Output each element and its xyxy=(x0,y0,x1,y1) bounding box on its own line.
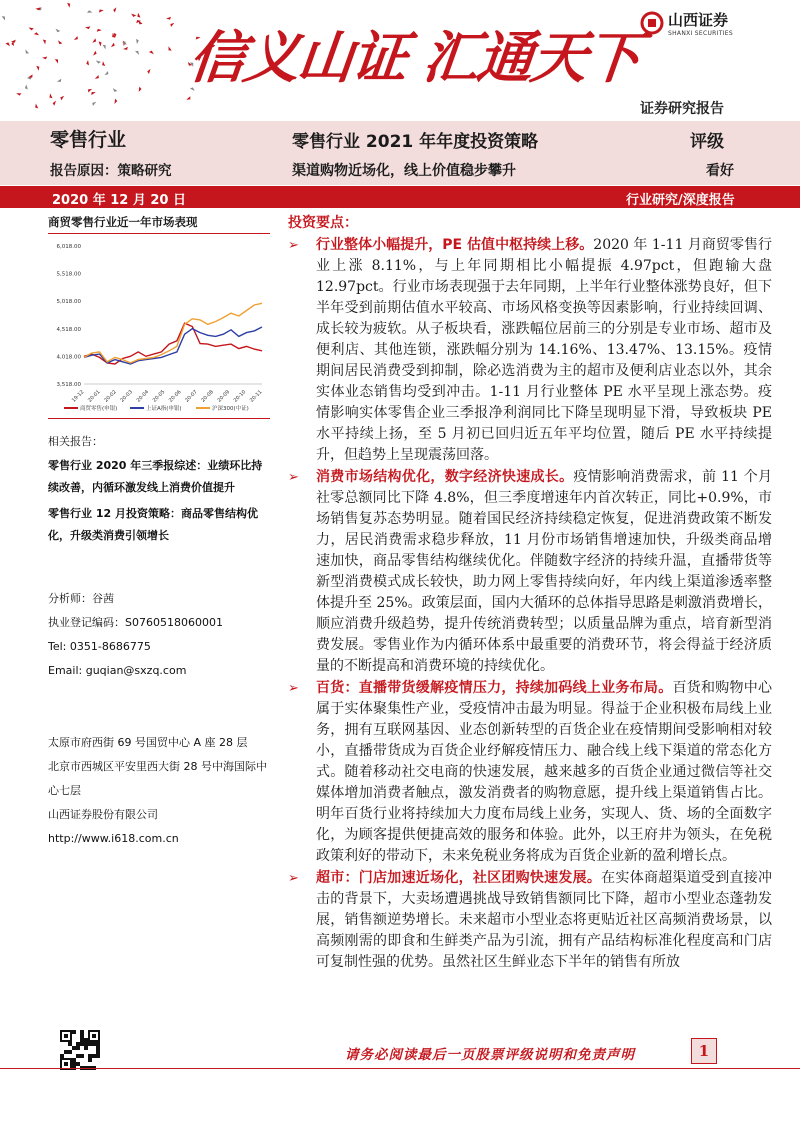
qr-module xyxy=(80,1038,84,1042)
report-title: 零售行业 2021 年年度投资策略 xyxy=(292,132,539,152)
confetti-piece xyxy=(170,22,176,27)
x-tick-label: 20-04 xyxy=(135,389,151,404)
confetti-piece xyxy=(42,56,47,60)
series-line-1 xyxy=(84,323,262,364)
divider xyxy=(48,418,270,419)
confetti-piece xyxy=(43,39,46,44)
confetti-piece xyxy=(99,9,104,12)
analyst-name: 分析师：谷茜 xyxy=(48,592,114,605)
confetti-piece xyxy=(35,103,39,108)
confetti-piece xyxy=(57,39,62,45)
confetti-piece xyxy=(91,101,97,106)
key-point-text: 在实体商超渠道受到直接冲击的背景下，大卖场遭遇挑战导致销售额同比下降，超市小型业态蓬勃发展，销售额逆势增长。未来超市小型业态将更贴近社区高频消费场景，以高频刚需的即食和生鲜类产品为引流，拥有产品结构标准化程度高和门店可复制性强的优势。虽然社区生鲜业态下半年的销售有所放 xyxy=(316,870,773,970)
confetti-piece xyxy=(36,66,39,71)
y-tick-label: 4,518.00 xyxy=(56,326,81,333)
qr-module xyxy=(72,1030,76,1034)
confetti-piece xyxy=(85,25,90,29)
confetti-piece xyxy=(25,84,28,89)
confetti-piece xyxy=(137,19,142,25)
chart-title: 商贸零售行业近一年市场表现 xyxy=(48,214,270,234)
y-tick-label: 3,518.00 xyxy=(56,382,81,388)
address-taiyuan: 太原市府西街 69 号国贸中心 A 座 28 层 xyxy=(48,736,248,749)
company-logo xyxy=(640,8,733,38)
qr-module xyxy=(92,1054,96,1058)
slogan: 信义山证 汇通天下 xyxy=(186,25,643,91)
confetti-piece xyxy=(112,87,117,93)
arrow-bullet-icon: ➢ xyxy=(288,871,299,886)
confetti-piece xyxy=(60,95,66,100)
main-content xyxy=(288,212,772,974)
arrow-bullet-icon: ➢ xyxy=(288,238,299,253)
confetti-piece xyxy=(34,32,40,37)
confetti-piece xyxy=(166,17,171,20)
confetti-piece xyxy=(67,3,70,8)
qr-code-icon xyxy=(60,1030,100,1070)
qr-module xyxy=(84,1042,88,1046)
x-tick-label: 20-06 xyxy=(167,389,183,404)
report-category: 行业研究/深度报告 xyxy=(626,193,735,208)
qr-module xyxy=(84,1046,88,1050)
qr-module xyxy=(80,1054,84,1058)
related-reports-heading: 相关报告： xyxy=(48,435,103,448)
key-points-heading: 投资要点： xyxy=(288,215,358,231)
page-number: 1 xyxy=(691,1038,717,1064)
qr-module xyxy=(68,1042,72,1046)
address-beijing: 北京市西城区平安里西大街 28 号中海国际中心七层 xyxy=(48,760,267,797)
series-line-2 xyxy=(84,327,262,364)
confetti-piece xyxy=(110,43,116,48)
x-tick-label: 20-09 xyxy=(216,389,232,404)
date-bar xyxy=(0,186,800,208)
y-tick-label: 5,518.00 xyxy=(56,271,81,278)
confetti-piece xyxy=(2,15,6,21)
y-tick-label: 4,018.00 xyxy=(56,354,81,361)
logo-cn: 山西证券 xyxy=(668,11,729,29)
confetti-piece xyxy=(168,46,172,52)
confetti-piece xyxy=(87,88,93,93)
arrow-bullet-icon: ➢ xyxy=(288,681,299,696)
disclaimer-note: 请务必阅读最后一页股票评级说明和免责声明 xyxy=(345,1047,635,1063)
qr-module xyxy=(76,1046,80,1050)
y-tick-label: 6,018.00 xyxy=(56,244,81,250)
key-point-text: 百货和购物中心属于实体聚集性产业，受疫情冲击最为明显。得益于企业积极布局线上业务，拥有互联网基因、业态创新转型的百货企业在疫情期间受影响相对较小，直播带货成为百货企业纾解疫情压力、融合线上线下渠道的常态化方式。随着移动社交电商的快速发展，越来越多的百货企业通过微信等社交媒体增加消费者触点，激发消费者的购物意愿，提升线上渠道销售占比。明年百货行业将持续加大力度布局线上业务，实现人、货、场的全面数字化，为顾客提供便捷高效的服务和体验。此外，以王府井为领头，在免税政策利好的带动下，未来免税业务将成为百货企业新的盈利增长点。 xyxy=(316,680,773,864)
x-tick-label: 20-01 xyxy=(87,389,102,404)
key-point-text: 2020 年 1-11 月商贸零售行业上涨 8.11%，与上年同期相比小幅提振 4.97pct，但跑输大盘 12.97pct。行业市场表现强于去年同期，上半年行业整体涨势良好，但下半年受到前期估值水平较高、市场风格变换等因素影响，行业持续回调、成长较为疲软。从子板块看，涨跌幅位居前三的分别是专业市场、超市及便利店、其他连锁，涨跌幅分别为 14.16%、13.47%、13.15%。疫情期间居民消费受到抑制，除必选消费为主的超市及便利店业态以外，其余实体业态销售均受到冲击。1-11 月行业整体 PE 水平呈现上涨态势。疫情影响实体零售企业三季报净利润同比下降呈现明显下滑，导致板块 PE 水平持续上扬，至 5 月初已回归近五年平均位置，随后 PE 水平持续提升，但趋势上呈现震荡回落。 xyxy=(316,237,772,463)
industry-name: 零售行业 xyxy=(50,129,127,151)
report-reason: 报告原因：策略研究 xyxy=(50,163,172,179)
confetti-piece xyxy=(55,27,61,33)
qr-module xyxy=(96,1050,100,1054)
confetti-piece xyxy=(5,42,10,48)
header-banner xyxy=(0,0,800,120)
x-tick-label: 20-10 xyxy=(232,389,248,404)
qr-module xyxy=(76,1062,80,1066)
key-point-4 xyxy=(288,868,772,973)
analyst-email[interactable]: Email: guqian@sxzq.com xyxy=(48,664,187,677)
x-tick-label: 20-05 xyxy=(151,389,167,404)
key-point-3 xyxy=(288,678,772,867)
confetti-piece xyxy=(103,44,107,49)
confetti-piece xyxy=(98,41,101,46)
market-performance-chart xyxy=(48,236,270,416)
confetti-piece xyxy=(186,96,192,100)
qr-module xyxy=(60,1054,64,1058)
confetti-piece xyxy=(91,91,96,95)
confetti-piece xyxy=(137,12,140,17)
qr-module xyxy=(80,1042,84,1046)
qr-module xyxy=(80,1030,84,1034)
company-name: 山西证券股份有限公司 xyxy=(48,808,158,821)
confetti-piece xyxy=(102,61,105,66)
confetti-piece xyxy=(113,99,118,105)
qr-module xyxy=(88,1058,92,1062)
key-point-highlight: 超市：门店加速近场化，社区团购快速发展。 xyxy=(316,870,602,886)
confetti-piece xyxy=(28,26,34,31)
arrow-bullet-icon: ➢ xyxy=(288,470,299,485)
qr-module xyxy=(76,1042,80,1046)
confetti-piece xyxy=(137,87,142,93)
key-point-2 xyxy=(288,467,772,677)
qr-module xyxy=(76,1054,80,1058)
confetti-piece xyxy=(24,49,29,55)
footer-rule xyxy=(0,1068,800,1069)
x-tick-label: 20-08 xyxy=(200,389,215,404)
license-number: 执业登记编码：S0760518060001 xyxy=(48,616,223,629)
key-point-1 xyxy=(288,235,772,466)
qr-module xyxy=(96,1046,100,1050)
x-tick-label: 20-11 xyxy=(248,389,264,404)
confetti-piece xyxy=(73,36,79,41)
key-point-highlight: 百货：直播带货缓解疫情压力，持续加码线上业务布局。 xyxy=(316,680,673,696)
qr-module xyxy=(72,1046,76,1050)
confetti-piece xyxy=(95,59,101,64)
report-subtitle: 渠道购物近场化，线上价值稳步攀升 xyxy=(292,163,516,179)
confetti-piece xyxy=(91,38,97,43)
confetti-piece xyxy=(113,7,118,13)
related-report-2[interactable]: 零售行业 12 月投资策略：商品零售结构优化，升级类消费引领增长 xyxy=(48,507,258,542)
qr-module xyxy=(96,1054,100,1058)
legend-label: 沪深300(中证) xyxy=(212,406,249,412)
y-tick-label: 5,018.00 xyxy=(56,299,81,306)
report-header xyxy=(0,121,800,185)
qr-module xyxy=(80,1034,84,1038)
confetti-piece xyxy=(103,71,109,76)
qr-module xyxy=(72,1058,76,1062)
x-tick-label: 20-07 xyxy=(184,389,199,404)
confetti-piece xyxy=(92,51,98,57)
confetti-piece xyxy=(149,50,155,56)
x-tick-label: 20-03 xyxy=(119,389,134,404)
rating-label: 评级 xyxy=(690,132,724,152)
qr-module xyxy=(96,1042,100,1046)
confetti-piece xyxy=(86,60,90,65)
confetti-piece xyxy=(123,47,128,50)
legend-label: 商贸零售(申银) xyxy=(80,406,118,412)
x-tick-label: 20-02 xyxy=(103,389,118,404)
legend-label: 上证A指(申银) xyxy=(146,406,182,412)
confetti-piece xyxy=(55,58,59,64)
left-sidebar xyxy=(48,214,270,851)
related-report-1[interactable]: 零售行业 2020 年三季报综述：业绩环比持续改善，内循环激发线上消费价值提升 xyxy=(48,459,263,494)
qr-finder-core xyxy=(64,1062,68,1066)
logo-en: SHANXI SECURITIES xyxy=(668,30,733,37)
qr-module xyxy=(64,1050,68,1054)
confetti-piece xyxy=(56,79,61,83)
confetti-piece xyxy=(147,68,152,74)
confetti-piece xyxy=(49,93,52,98)
confetti-piece xyxy=(135,39,139,45)
x-tick-label: 19-12 xyxy=(70,389,86,404)
key-point-highlight: 行业整体小幅提升，PE 估值中枢持续上移。 xyxy=(316,237,594,253)
qr-finder-core xyxy=(92,1034,96,1038)
qr-finder-core xyxy=(64,1034,68,1038)
qr-module xyxy=(68,1050,72,1054)
confetti-decoration xyxy=(0,0,220,120)
logo-icon xyxy=(640,11,664,35)
qr-module xyxy=(88,1054,92,1058)
confetti-piece xyxy=(130,12,136,17)
key-point-text: 疫情影响消费需求，前 11 个月社零总额同比下降 4.8%，但三季度增速年内首次转正，同比+0.9%，市场销售复苏态势明显。随着国民经济持续稳定恢复，促进消费政策不断发力，居民消费需求稳步释放，11 月份市场销售增速加快，升级类商品增速加快，商品零售结构继续优化。伴随数字经济的持续升温，直播带货等新型消费模式成长较快，助力网上零售持续向好，年内线上渠道渗透率整体提升至 25%。政策层面，国内大循环的总体指导思路是刺激消费增长，顺应消费升级趋势，提升传统消费转型；以质量品牌为重点，培育新型消费发展。零售业作为内循环体系中最重要的消费环节，将会得益于经济质量的不断提高和消费环境的持续优化。 xyxy=(316,469,772,674)
confetti-piece xyxy=(97,29,102,32)
confetti-piece xyxy=(94,75,100,80)
analyst-tel: Tel: 0351-8686775 xyxy=(48,640,151,653)
confetti-piece xyxy=(52,100,57,106)
qr-module xyxy=(92,1042,96,1046)
report-type-tag: 证券研究报告 xyxy=(640,101,724,117)
confetti-piece xyxy=(16,91,22,96)
rating-value: 看好 xyxy=(706,163,734,179)
company-website[interactable]: http://www.i618.com.cn xyxy=(48,832,179,845)
report-date: 2020 年 12 月 20 日 xyxy=(52,193,186,208)
qr-module xyxy=(72,1062,76,1066)
confetti-piece xyxy=(87,10,93,15)
qr-module xyxy=(88,1042,92,1046)
key-point-highlight: 消费市场结构优化，数字经济快速成长。 xyxy=(316,469,574,485)
qr-module xyxy=(84,1038,88,1042)
confetti-piece xyxy=(135,50,140,56)
